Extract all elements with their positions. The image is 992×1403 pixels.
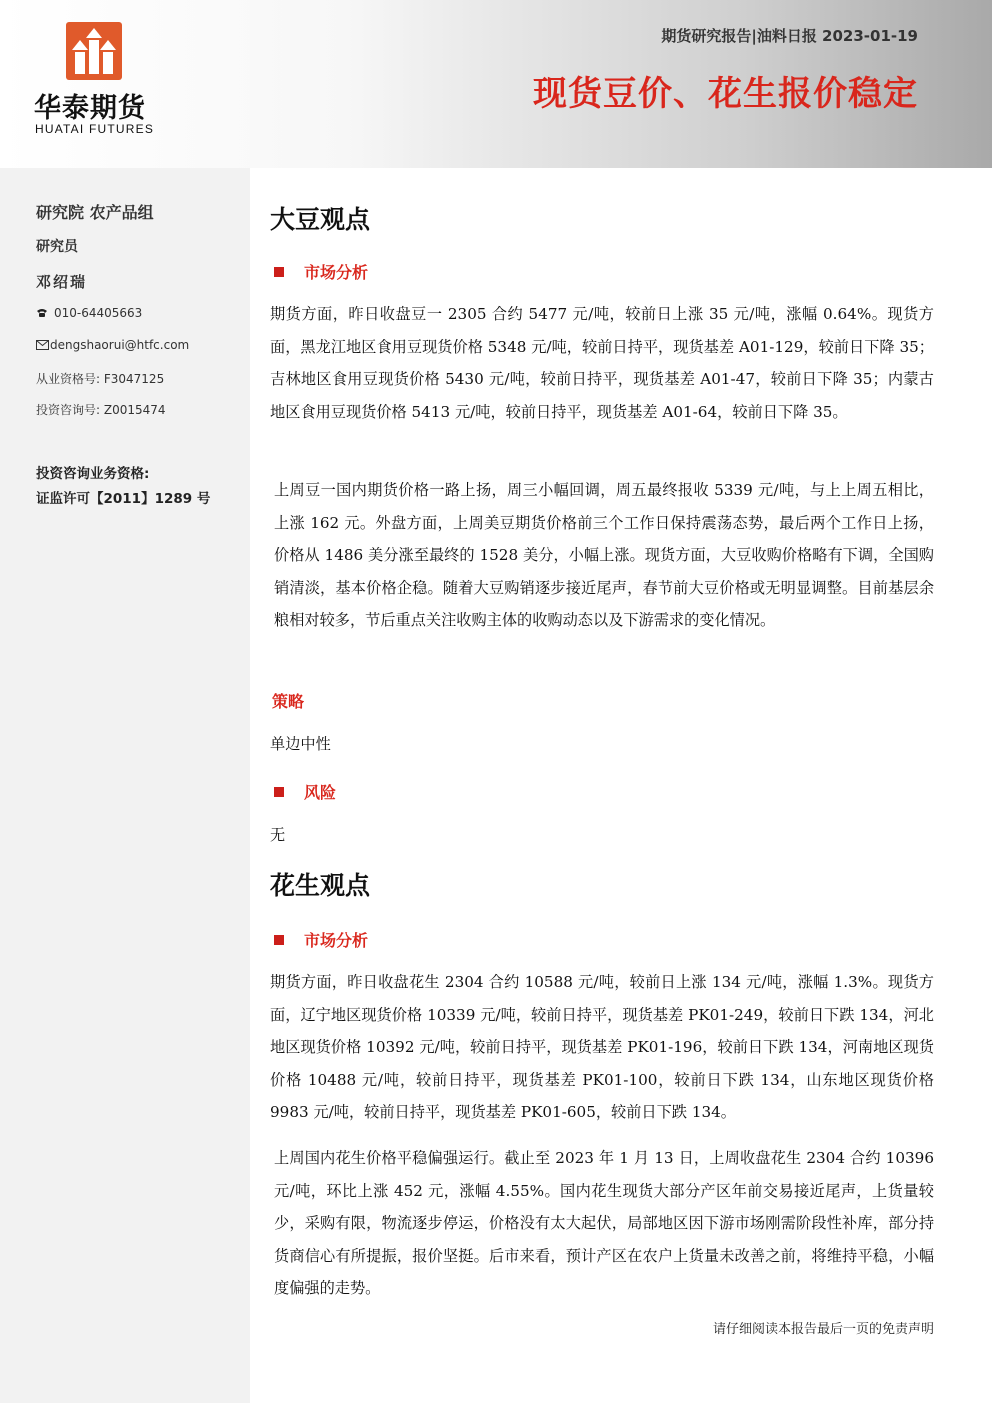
soybean-strategy: 单边中性 <box>270 735 331 753</box>
report-header <box>0 0 992 168</box>
soybean-analysis-heading <box>274 260 368 283</box>
soybean-strategy-heading: 策略 <box>272 692 305 711</box>
qualification-title: 投资咨询业务资格: <box>36 466 150 482</box>
heading-text: 市场分析 <box>304 263 369 282</box>
consult-number: 投资咨询号: Z0015474 <box>36 403 166 417</box>
bullet-square-icon <box>274 787 284 797</box>
peanut-analysis-para1: 期货方面，昨日收盘花生 2304 合约 10588 元/吨，较前日上涨 134 元/吨，涨幅 1.3%。现货方面，辽宁地区现货价格 10339 元/吨，较前日持平，现货基差 PK01-249，较前日下跌 134，河北地区现货价格 10392 元/吨，较前日持平，现货基差 PK01-196，较前日下跌 134，河南地区现货价格 10488 元/吨，较前日持平，现货基差 PK01-100，较前日下跌 134，山东地区现货价格 9983 元/吨，较前日持平，现货基差 PK01-605，较前日下跌 134。 <box>270 973 934 1122</box>
heading-text: 市场分析 <box>304 931 369 950</box>
peanut-section-title: 花生观点 <box>270 871 371 900</box>
email-line <box>36 338 189 352</box>
soybean-risk: 无 <box>270 826 286 844</box>
peanut-analysis-para2: 上周国内花生价格平稳偏强运行。截止至 2023 年 1 月 13 日，上周收盘花生 2304 合约 10396 元/吨，环比上涨 452 元，涨幅 4.55%。国内花生现货大部分产区年前交易接近尾声，上货量较少，采购有限，物流逐步停运，价格没有太大起伏，局部地区因下游市场刚需阶段性补库，部分持货商信心有所提振，报价坚挺。后市来看，预计产区在农户上货量未改善之前，将维持平稳，小幅度偏强的走势。 <box>274 1149 934 1298</box>
license-number: 证监许可【2011】1289 号 <box>36 491 211 507</box>
mail-icon <box>36 340 50 350</box>
soybean-risk-heading <box>274 780 336 803</box>
report-type: 期货研究报告|油料日报 2023-01-19 <box>661 27 918 45</box>
author-role: 研究员 <box>36 239 78 255</box>
soybean-analysis-para2: 上周豆一国内期货价格一路上扬，周三小幅回调，周五最终报收 5339 元/吨，与上上周五相比，上涨 162 元。外盘方面，上周美豆期货价格前三个工作日保持震荡态势，最后两个工作日上扬，价格从 1486 美分涨至最终的 1528 美分，小幅上涨。现货方面，大豆收购价格略有下调，全国购销清淡，基本价格企稳。随着大豆购销逐步接近尾声，春节前大豆价格或无明显调整。目前基层余粮相对较多，节后重点关注收购主体的收购动态以及下游需求的变化情况。 <box>274 481 934 630</box>
qualification-number: 从业资格号: F3047125 <box>36 372 165 386</box>
peanut-analysis-heading <box>274 928 368 951</box>
bullet-square-icon <box>274 267 284 277</box>
author-sidebar <box>0 168 250 1403</box>
phone-line <box>36 306 142 320</box>
soybean-section-title: 大豆观点 <box>270 205 371 234</box>
department: 研究院 农产品组 <box>36 203 154 222</box>
phone-number: 010-64405663 <box>54 306 143 320</box>
logo-name-en: HUATAI FUTURES <box>35 122 155 136</box>
email-link[interactable]: dengshaorui@htfc.com <box>50 338 190 352</box>
huatai-logo-icon <box>66 22 122 80</box>
author-name: 邓绍瑞 <box>36 273 88 291</box>
report-title: 现货豆价、花生报价稳定 <box>533 74 918 114</box>
soybean-analysis-para1: 期货方面，昨日收盘豆一 2305 合约 5477 元/吨，较前日上涨 35 元/吨，涨幅 0.64%。现货方面，黑龙江地区食用豆现货价格 5348 元/吨，较前日持平，现货基差 A01-129，较前日下降 35；吉林地区食用豆现货价格 5430 元/吨，较前日持平，现货基差 A01-47，较前日下降 35；内蒙古地区食用豆现货价格 5413 元/吨，较前日持平，现货基差 A01-64，较前日下降 35。 <box>270 305 934 421</box>
logo-name-cn: 华泰期货 <box>34 93 146 124</box>
heading-text: 风险 <box>304 783 337 802</box>
bullet-square-icon <box>274 935 284 945</box>
phone-icon <box>36 308 54 318</box>
disclaimer-note: 请仔细阅读本报告最后一页的免责声明 <box>712 1322 934 1337</box>
company-logo <box>28 20 178 140</box>
